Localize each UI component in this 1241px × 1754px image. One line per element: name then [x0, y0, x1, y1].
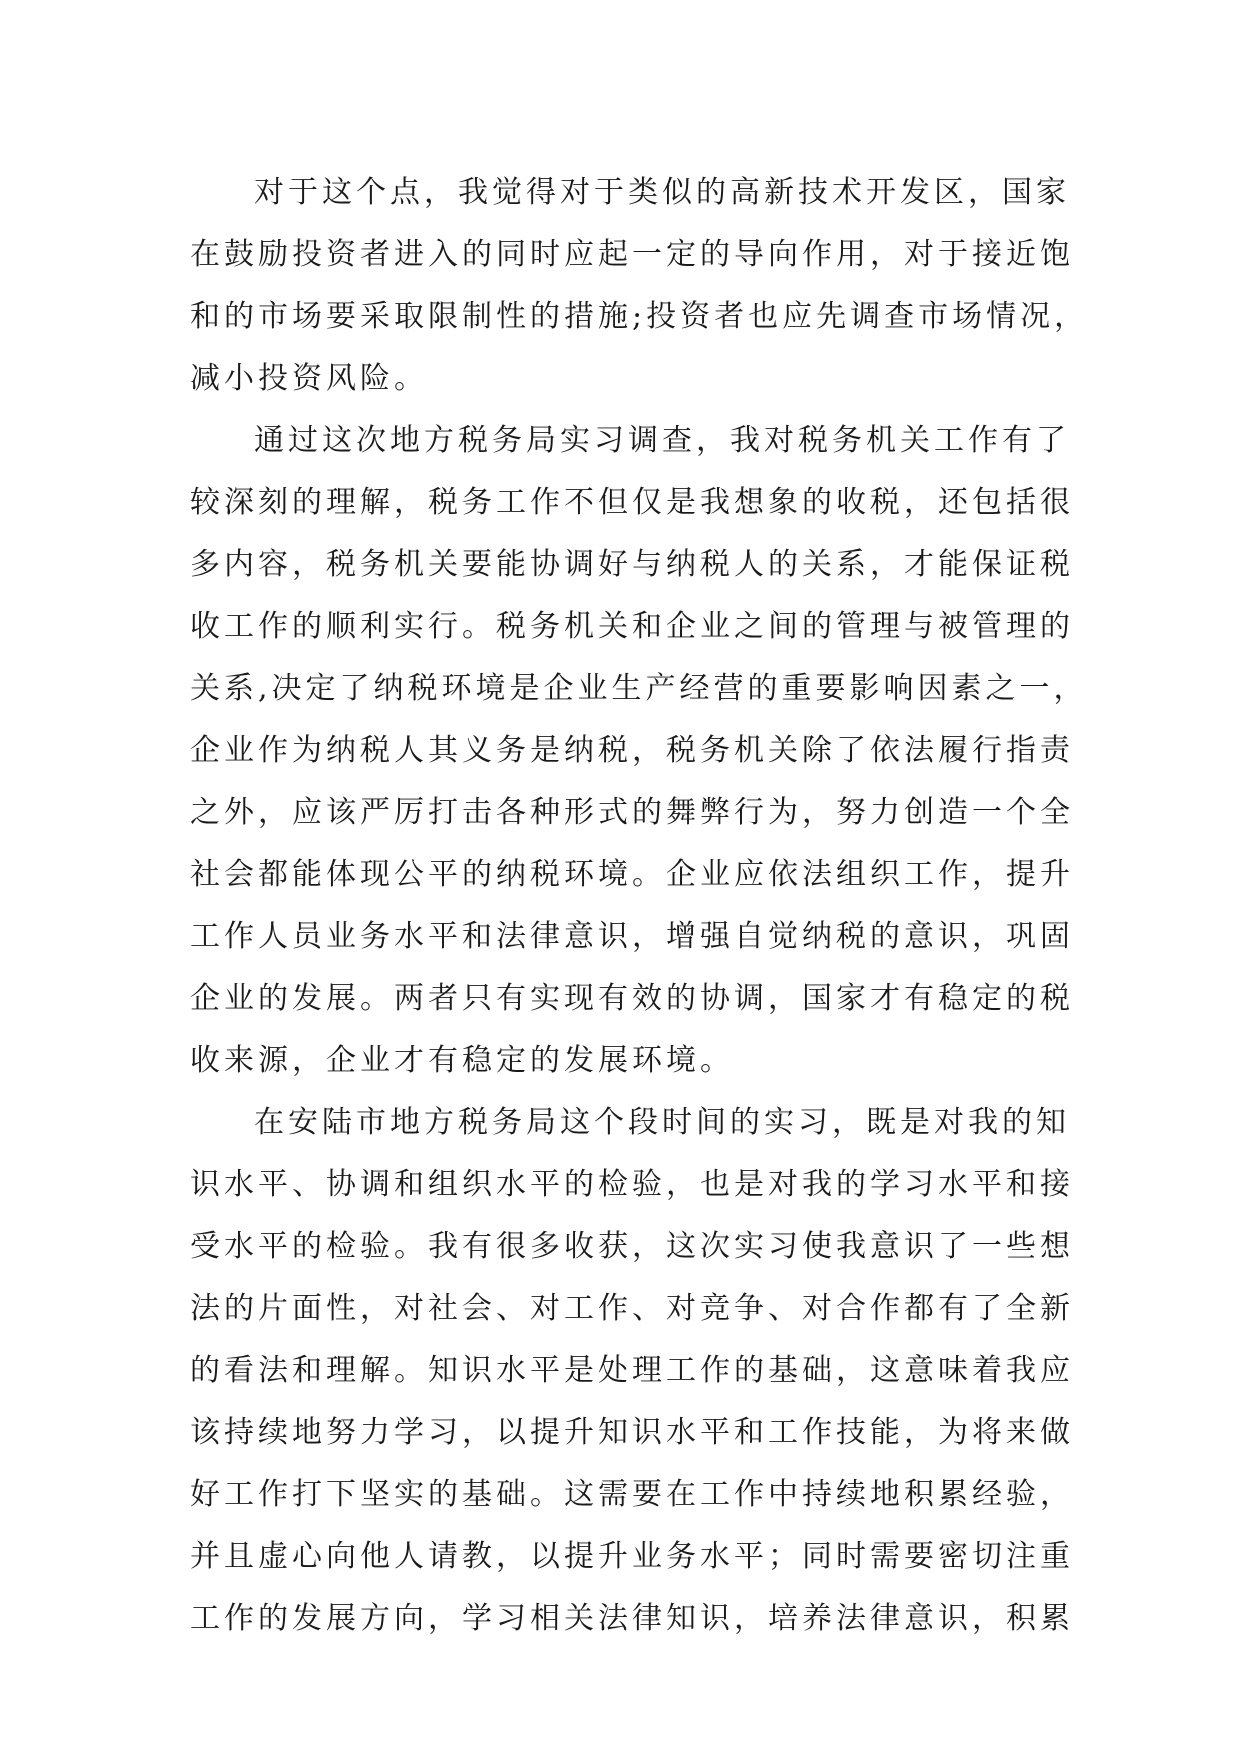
paragraph-line: 并且虚心向他人请教，以提升业务水平；同时需要密切注重 [190, 1539, 1074, 1574]
paragraph-line: 社会都能体现公平的纳税环境。企业应依法组织工作，提升 [190, 857, 1074, 892]
paragraph-3 [190, 1092, 1082, 1650]
paragraph-line: 减小投资风险。 [190, 361, 428, 396]
paragraph-2 [190, 410, 1088, 1092]
paragraph-line: 多内容，税务机关要能协调好与纳税人的关系，才能保证税 [190, 547, 1074, 582]
paragraph-line: 工作人员业务水平和法律意识，增强自觉纳税的意识，巩固 [190, 919, 1074, 954]
paragraph-line: 通过这次地方税务局实习调查，我对税务机关工作有了 [254, 423, 1070, 458]
paragraph-line: 法的片面性，对社会、对工作、对竞争、对合作都有了全新 [190, 1291, 1074, 1326]
paragraph-line: 企业作为纳税人其义务是纳税，税务机关除了依法履行指责 [190, 733, 1074, 768]
paragraph-line: 在鼓励投资者进入的同时应起一定的导向作用，对于接近饱 [190, 237, 1074, 272]
paragraph-line: 关系,决定了纳税环境是企业生产经营的重要影响因素之一， [190, 671, 1088, 706]
paragraph-line: 工作的发展方向，学习相关法律知识，培养法律意识，积累 [190, 1601, 1074, 1636]
paragraph-line: 收工作的顺利实行。税务机关和企业之间的管理与被管理的 [190, 609, 1074, 644]
paragraph-line: 在安陆市地方税务局这个段时间的实习，既是对我的知 [254, 1105, 1070, 1140]
paragraph-1 [190, 162, 1089, 410]
paragraph-line: 和的市场要采取限制性的措施;投资者也应先调查市场情况， [190, 299, 1089, 334]
paragraph-line: 该持续地努力学习，以提升知识水平和工作技能，为将来做 [190, 1415, 1074, 1450]
paragraph-line: 企业的发展。两者只有实现有效的协调，国家才有稳定的税 [190, 981, 1074, 1016]
paragraph-line: 识水平、协调和组织水平的检验，也是对我的学习水平和接 [190, 1167, 1074, 1202]
paragraph-line: 对于这个点，我觉得对于类似的高新技术开发区，国家 [254, 175, 1070, 210]
paragraph-line: 之外，应该严厉打击各种形式的舞弊行为，努力创造一个全 [190, 795, 1074, 830]
document-body [190, 162, 1089, 1650]
paragraph-line: 好工作打下坚实的基础。这需要在工作中持续地积累经验， [190, 1477, 1074, 1512]
paragraph-line: 的看法和理解。知识水平是处理工作的基础，这意味着我应 [190, 1353, 1074, 1388]
paragraph-line: 收来源，企业才有稳定的发展环境。 [190, 1043, 734, 1078]
paragraph-line: 受水平的检验。我有很多收获，这次实习使我意识了一些想 [190, 1229, 1074, 1264]
paragraph-line: 较深刻的理解，税务工作不但仅是我想象的收税，还包括很 [190, 485, 1074, 520]
